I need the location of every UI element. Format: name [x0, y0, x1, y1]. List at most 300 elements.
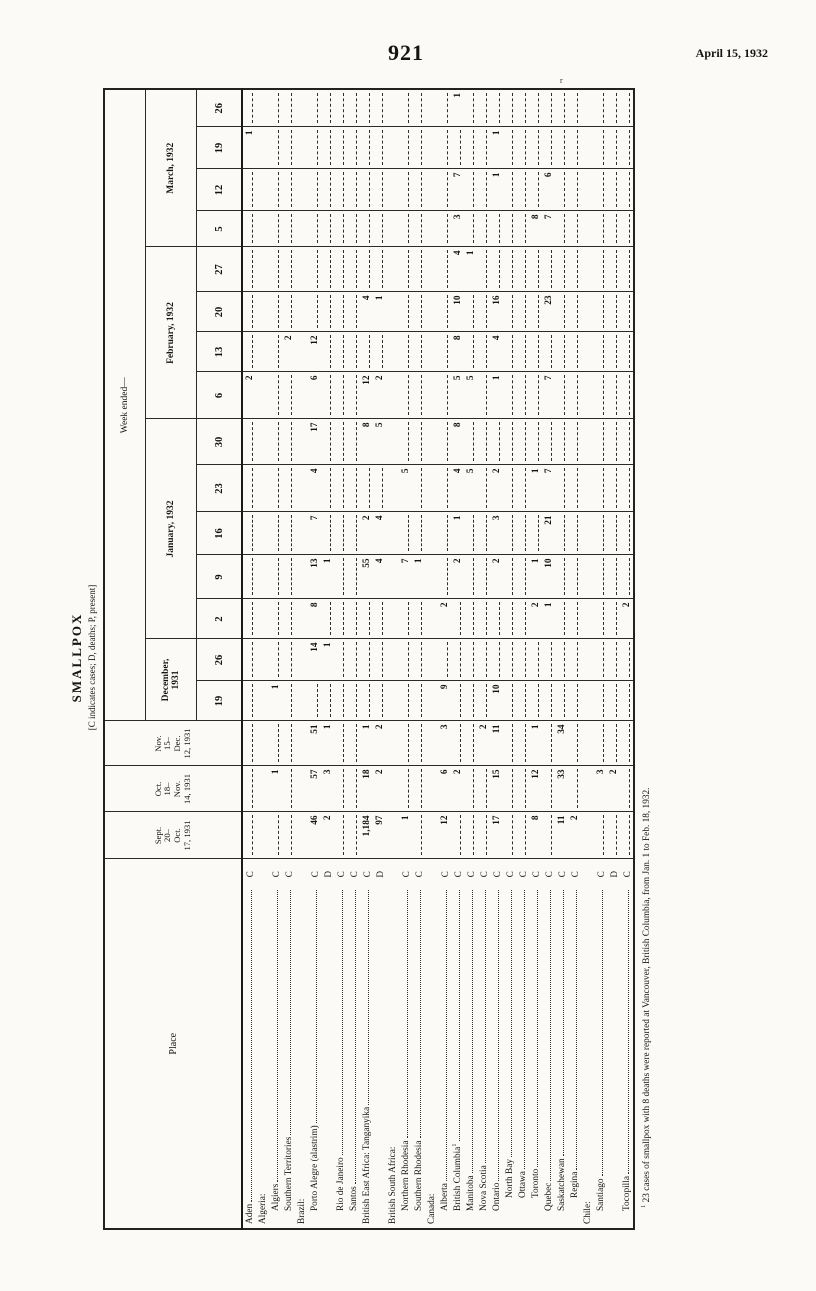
data-cell-r5c10	[308, 372, 321, 419]
empty-cell-leader	[348, 603, 357, 636]
data-cell-r10c15	[373, 169, 386, 211]
empty-cell-leader	[348, 215, 357, 244]
data-cell-r19c5	[490, 599, 503, 639]
cell-value: 2	[452, 769, 463, 775]
empty-cell-leader	[478, 173, 487, 208]
data-cell-r28c9	[607, 419, 620, 465]
data-cell-r3c16	[282, 127, 295, 169]
data-cell-r10c8	[373, 465, 386, 512]
data-cell-r3c14	[282, 211, 295, 247]
empty-cell-leader	[348, 376, 357, 416]
empty-cell-leader	[348, 296, 357, 329]
data-cell-r13c4	[412, 639, 425, 681]
place-name: Quebec	[543, 1182, 554, 1211]
empty-cell-leader	[595, 603, 604, 636]
data-cell-r17c6	[464, 555, 477, 599]
empty-cell-leader	[478, 643, 487, 678]
empty-cell-leader	[543, 643, 552, 678]
cell-value: 46	[309, 815, 320, 825]
data-cell-r21c7	[516, 512, 529, 555]
cell-value: 1	[322, 558, 333, 564]
data-cell-r18c10	[477, 372, 490, 419]
data-cell-r14c10	[425, 372, 438, 419]
leader-dots	[440, 890, 447, 1181]
data-cell-r23c17	[542, 89, 555, 127]
empty-cell-leader	[621, 725, 630, 763]
data-cell-r15c9	[438, 419, 451, 465]
cell-value: 7	[400, 558, 411, 564]
empty-cell-leader	[556, 93, 565, 124]
empty-cell-leader	[270, 516, 279, 552]
data-cell-r19c1	[490, 766, 503, 812]
data-cell-r23c6	[542, 555, 555, 599]
data-cell-r2c16	[269, 127, 282, 169]
empty-cell-leader	[530, 251, 539, 289]
empty-cell-leader	[608, 643, 617, 678]
data-cell-r13c6	[412, 555, 425, 599]
empty-cell-leader	[361, 336, 370, 369]
data-cell-r14c4	[425, 639, 438, 681]
case-death-letter: C	[244, 871, 255, 878]
place-name-cell	[282, 889, 295, 1229]
week-number-1-3: 23	[197, 465, 243, 512]
empty-cell-leader	[283, 603, 292, 636]
case-death-letter: D	[374, 871, 385, 878]
empty-cell-leader	[335, 685, 344, 718]
data-cell-r11c17	[386, 89, 399, 127]
empty-cell-leader	[465, 93, 474, 124]
data-cell-r18c14	[477, 211, 490, 247]
data-cell-r29c16	[620, 127, 634, 169]
cell-value: 6	[439, 769, 450, 775]
empty-cell-leader	[491, 603, 500, 636]
case-death-letter: C	[530, 871, 541, 878]
data-cell-r17c15	[464, 169, 477, 211]
empty-cell-leader	[569, 725, 578, 763]
data-cell-r13c1	[412, 766, 425, 812]
empty-cell-leader	[621, 559, 630, 596]
leader-dots	[492, 890, 499, 1181]
leader-dots	[479, 890, 486, 1163]
data-cell-r29c4	[620, 639, 634, 681]
empty-cell-leader	[478, 215, 487, 244]
data-cell-r13c7	[412, 512, 425, 555]
footnote-text: 23 cases of smallpox with 8 deaths were reported at Vancouver, British Columbia, from Jan. 1 to Feb. 18, 1932.	[642, 787, 653, 1203]
data-cell-r12c17	[399, 89, 412, 127]
cell-value: 1	[452, 515, 463, 521]
leader-dots	[531, 890, 538, 1167]
data-cell-r14c3	[425, 681, 438, 721]
cell-value: 8	[530, 815, 541, 821]
empty-cell-leader	[517, 770, 526, 809]
data-cell-r22c6	[529, 555, 542, 599]
empty-cell-leader	[556, 469, 565, 509]
empty-cell-leader	[400, 376, 409, 416]
cell-value: 12	[439, 815, 450, 825]
data-cell-r23c15	[542, 169, 555, 211]
data-cell-r13c10	[412, 372, 425, 419]
empty-cell-leader	[413, 296, 422, 329]
data-cell-r5c9	[308, 419, 321, 465]
data-cell-r3c8	[282, 465, 295, 512]
empty-cell-leader	[569, 131, 578, 166]
data-cell-r8c11	[347, 332, 360, 372]
empty-cell-leader	[244, 816, 253, 856]
empty-cell-leader	[452, 643, 461, 678]
empty-cell-leader	[491, 423, 500, 462]
table-header	[104, 89, 242, 1229]
data-cell-r2c3	[269, 681, 282, 721]
empty-cell-leader	[530, 336, 539, 369]
data-cell-r6c11	[321, 332, 334, 372]
data-cell-r22c17	[529, 89, 542, 127]
data-cell-r7c11	[334, 332, 347, 372]
week-number-1-0: 2	[197, 599, 243, 639]
cell-value: 7	[543, 468, 554, 474]
data-cell-r25c2	[568, 721, 581, 766]
data-cell-r16c10	[451, 372, 464, 419]
data-cell-r28c13	[607, 247, 620, 292]
case-death-letter	[581, 859, 594, 889]
data-cell-r22c0	[529, 812, 542, 859]
data-cell-r5c8	[308, 465, 321, 512]
empty-cell-leader	[504, 131, 513, 166]
cell-value: 1	[491, 130, 502, 136]
data-cell-r5c12	[308, 292, 321, 332]
empty-cell-leader	[465, 131, 474, 166]
empty-cell-leader	[517, 376, 526, 416]
cell-value: 4	[374, 558, 385, 564]
empty-cell-leader	[504, 296, 513, 329]
data-cell-r21c9	[516, 419, 529, 465]
data-cell-r28c15	[607, 169, 620, 211]
empty-cell-leader	[335, 173, 344, 208]
empty-cell-leader	[322, 93, 331, 124]
data-cell-r6c6	[321, 555, 334, 599]
empty-cell-leader	[452, 725, 461, 763]
data-cell-r6c0	[321, 812, 334, 859]
leader-dots	[557, 890, 564, 1156]
place-name: Northern Rhodesia	[400, 1140, 411, 1211]
cell-value: 51	[309, 724, 320, 734]
place-name-cell	[542, 889, 555, 1229]
empty-cell-leader	[244, 423, 253, 462]
data-cell-r10c11	[373, 332, 386, 372]
case-death-letter	[386, 859, 399, 889]
data-cell-r13c12	[412, 292, 425, 332]
empty-cell-leader	[400, 603, 409, 636]
empty-cell-leader	[400, 770, 409, 809]
data-cell-r10c13	[373, 247, 386, 292]
data-cell-r27c10	[594, 372, 607, 419]
data-cell-r0c17	[242, 89, 256, 127]
data-cell-r10c17	[373, 89, 386, 127]
data-cell-r7c8	[334, 465, 347, 512]
data-cell-r26c16	[581, 127, 594, 169]
data-cell-r13c17	[412, 89, 425, 127]
place-name-cell	[490, 889, 503, 1229]
empty-cell-leader	[374, 336, 383, 369]
data-cell-r24c1	[555, 766, 568, 812]
data-cell-r8c10	[347, 372, 360, 419]
empty-cell-leader	[335, 423, 344, 462]
data-cell-r3c12	[282, 292, 295, 332]
data-cell-r8c1	[347, 766, 360, 812]
leader-dots	[544, 890, 551, 1181]
data-cell-r13c0	[412, 812, 425, 859]
empty-cell-leader	[569, 643, 578, 678]
data-cell-r23c12	[542, 292, 555, 332]
empty-cell-leader	[348, 173, 357, 208]
empty-cell-leader	[322, 296, 331, 329]
data-cell-r16c2	[451, 721, 464, 766]
data-cell-r10c0	[373, 812, 386, 859]
empty-cell-leader	[374, 215, 383, 244]
empty-cell-leader	[283, 770, 292, 809]
data-cell-r12c10	[399, 372, 412, 419]
table-row	[529, 89, 542, 1229]
data-cell-r27c5	[594, 599, 607, 639]
place-name: British South Africa:	[387, 1146, 398, 1224]
data-cell-r12c7	[399, 512, 412, 555]
case-death-letter	[295, 859, 308, 889]
empty-cell-leader	[439, 296, 448, 329]
data-cell-r3c10	[282, 372, 295, 419]
data-cell-r21c12	[516, 292, 529, 332]
place-name-cell	[594, 889, 607, 1229]
empty-cell-leader	[348, 93, 357, 124]
data-cell-r3c9	[282, 419, 295, 465]
data-cell-r28c0	[607, 812, 620, 859]
place-name-cell	[269, 889, 282, 1229]
case-death-letter: C	[439, 871, 450, 878]
data-cell-r21c11	[516, 332, 529, 372]
empty-cell-leader	[556, 251, 565, 289]
week-number-3-3: 26	[197, 89, 243, 127]
empty-cell-leader	[478, 685, 487, 718]
data-cell-r6c1	[321, 766, 334, 812]
table-footnote	[640, 108, 652, 1208]
data-cell-r17c13	[464, 247, 477, 292]
data-cell-r20c7	[503, 512, 516, 555]
cell-value: 4	[309, 468, 320, 474]
data-cell-r21c4	[516, 639, 529, 681]
data-cell-r6c12	[321, 292, 334, 332]
empty-cell-leader	[283, 643, 292, 678]
place-name-cell	[399, 889, 412, 1229]
data-cell-r26c6	[581, 555, 594, 599]
case-death-letter: C	[361, 871, 372, 878]
empty-cell-leader	[309, 215, 318, 244]
empty-cell-leader	[595, 131, 604, 166]
empty-cell-leader	[322, 423, 331, 462]
data-cell-r15c11	[438, 332, 451, 372]
data-cell-r12c13	[399, 247, 412, 292]
empty-cell-leader	[335, 770, 344, 809]
data-cell-r13c16	[412, 127, 425, 169]
data-cell-r19c2	[490, 721, 503, 766]
data-cell-r10c5	[373, 599, 386, 639]
data-cell-r19c3	[490, 681, 503, 721]
empty-cell-leader	[595, 336, 604, 369]
cell-value: 5	[400, 468, 411, 474]
empty-cell-leader	[569, 423, 578, 462]
empty-cell-leader	[400, 93, 409, 124]
empty-cell-leader	[270, 816, 279, 856]
empty-cell-leader	[335, 559, 344, 596]
data-cell-r21c5	[516, 599, 529, 639]
empty-cell-leader	[400, 131, 409, 166]
data-cell-r12c5	[399, 599, 412, 639]
empty-cell-leader	[504, 93, 513, 124]
data-cell-r18c8	[477, 465, 490, 512]
data-cell-r4c15	[295, 169, 308, 211]
data-cell-r7c7	[334, 512, 347, 555]
table-title: SMALLPOX	[69, 612, 84, 703]
empty-cell-leader	[400, 296, 409, 329]
empty-cell-leader	[309, 93, 318, 124]
data-cell-r18c2	[477, 721, 490, 766]
empty-cell-leader	[517, 643, 526, 678]
empty-cell-leader	[270, 603, 279, 636]
place-name-cell	[295, 889, 308, 1229]
case-death-letter: C	[413, 871, 424, 878]
table-row	[269, 89, 282, 1229]
table-row	[594, 89, 607, 1229]
data-cell-r10c10	[373, 372, 386, 419]
empty-cell-leader	[270, 423, 279, 462]
case-death-letter: D	[322, 871, 333, 878]
cell-value: 5	[465, 375, 476, 381]
empty-cell-leader	[439, 215, 448, 244]
empty-cell-leader	[517, 725, 526, 763]
data-cell-r18c17	[477, 89, 490, 127]
table-row	[620, 89, 634, 1229]
data-cell-r11c2	[386, 721, 399, 766]
data-cell-r2c10	[269, 372, 282, 419]
empty-cell-leader	[322, 603, 331, 636]
data-cell-r24c6	[555, 555, 568, 599]
cell-value: 7	[543, 375, 554, 381]
data-cell-r9c14	[360, 211, 373, 247]
data-cell-r13c13	[412, 247, 425, 292]
empty-cell-leader	[361, 93, 370, 124]
empty-cell-leader	[517, 215, 526, 244]
data-cell-r25c11	[568, 332, 581, 372]
empty-cell-leader	[374, 131, 383, 166]
week-number-3-2: 19	[197, 127, 243, 169]
table-row	[399, 89, 412, 1229]
leader-dots	[362, 890, 369, 1105]
data-cell-r11c10	[386, 372, 399, 419]
empty-cell-leader	[556, 603, 565, 636]
table-row	[386, 89, 399, 1229]
empty-cell-leader	[348, 469, 357, 509]
data-cell-r27c15	[594, 169, 607, 211]
empty-cell-leader	[556, 336, 565, 369]
data-cell-r3c2	[282, 721, 295, 766]
empty-cell-leader	[465, 603, 474, 636]
data-cell-r15c6	[438, 555, 451, 599]
data-cell-r3c0	[282, 812, 295, 859]
data-cell-r8c13	[347, 247, 360, 292]
data-cell-r22c13	[529, 247, 542, 292]
data-cell-r2c7	[269, 512, 282, 555]
data-cell-r17c0	[464, 812, 477, 859]
empty-cell-leader	[283, 173, 292, 208]
data-cell-r2c17	[269, 89, 282, 127]
data-cell-r20c6	[503, 555, 516, 599]
data-cell-r15c12	[438, 292, 451, 332]
data-cell-r25c15	[568, 169, 581, 211]
cell-value: 2	[621, 602, 632, 608]
data-cell-r26c2	[581, 721, 594, 766]
empty-cell-leader	[595, 469, 604, 509]
data-cell-r29c9	[620, 419, 634, 465]
data-cell-r8c8	[347, 465, 360, 512]
leader-dots	[245, 890, 252, 1202]
data-cell-r18c4	[477, 639, 490, 681]
table-row	[308, 89, 321, 1229]
data-cell-r20c10	[503, 372, 516, 419]
empty-cell-leader	[608, 215, 617, 244]
cell-value: 1	[270, 684, 281, 690]
table-row	[256, 89, 269, 1229]
empty-cell-leader	[335, 469, 344, 509]
data-cell-r15c14	[438, 211, 451, 247]
data-cell-r26c13	[581, 247, 594, 292]
data-cell-r4c10	[295, 372, 308, 419]
data-cell-r0c12	[242, 292, 256, 332]
empty-cell-leader	[621, 816, 630, 856]
place-name: Rio de Janeiro	[335, 1157, 346, 1211]
empty-cell-leader	[283, 215, 292, 244]
empty-cell-leader	[244, 770, 253, 809]
case-death-letter	[425, 859, 438, 889]
empty-cell-leader	[322, 131, 331, 166]
table-row	[438, 89, 451, 1229]
data-cell-r17c2	[464, 721, 477, 766]
empty-cell-leader	[569, 296, 578, 329]
empty-cell-leader	[621, 643, 630, 678]
cell-value: 3	[322, 769, 333, 775]
data-cell-r29c11	[620, 332, 634, 372]
cell-value: 3	[452, 214, 463, 220]
empty-cell-leader	[491, 93, 500, 124]
empty-cell-leader	[283, 469, 292, 509]
empty-cell-leader	[595, 559, 604, 596]
data-cell-r14c12	[425, 292, 438, 332]
empty-cell-leader	[608, 173, 617, 208]
empty-cell-leader	[283, 131, 292, 166]
empty-cell-leader	[439, 559, 448, 596]
table-row	[425, 89, 438, 1229]
data-cell-r21c6	[516, 555, 529, 599]
table-row	[334, 89, 347, 1229]
cell-value: 1	[270, 769, 281, 775]
place-name: Tocopilla	[621, 1176, 632, 1211]
data-cell-r26c7	[581, 512, 594, 555]
data-cell-r3c11	[282, 332, 295, 372]
empty-cell-leader	[335, 516, 344, 552]
empty-cell-leader	[543, 685, 552, 718]
data-cell-r11c13	[386, 247, 399, 292]
data-cell-r28c2	[607, 721, 620, 766]
data-cell-r4c3	[295, 681, 308, 721]
data-cell-r23c16	[542, 127, 555, 169]
data-cell-r10c14	[373, 211, 386, 247]
empty-cell-leader	[413, 469, 422, 509]
